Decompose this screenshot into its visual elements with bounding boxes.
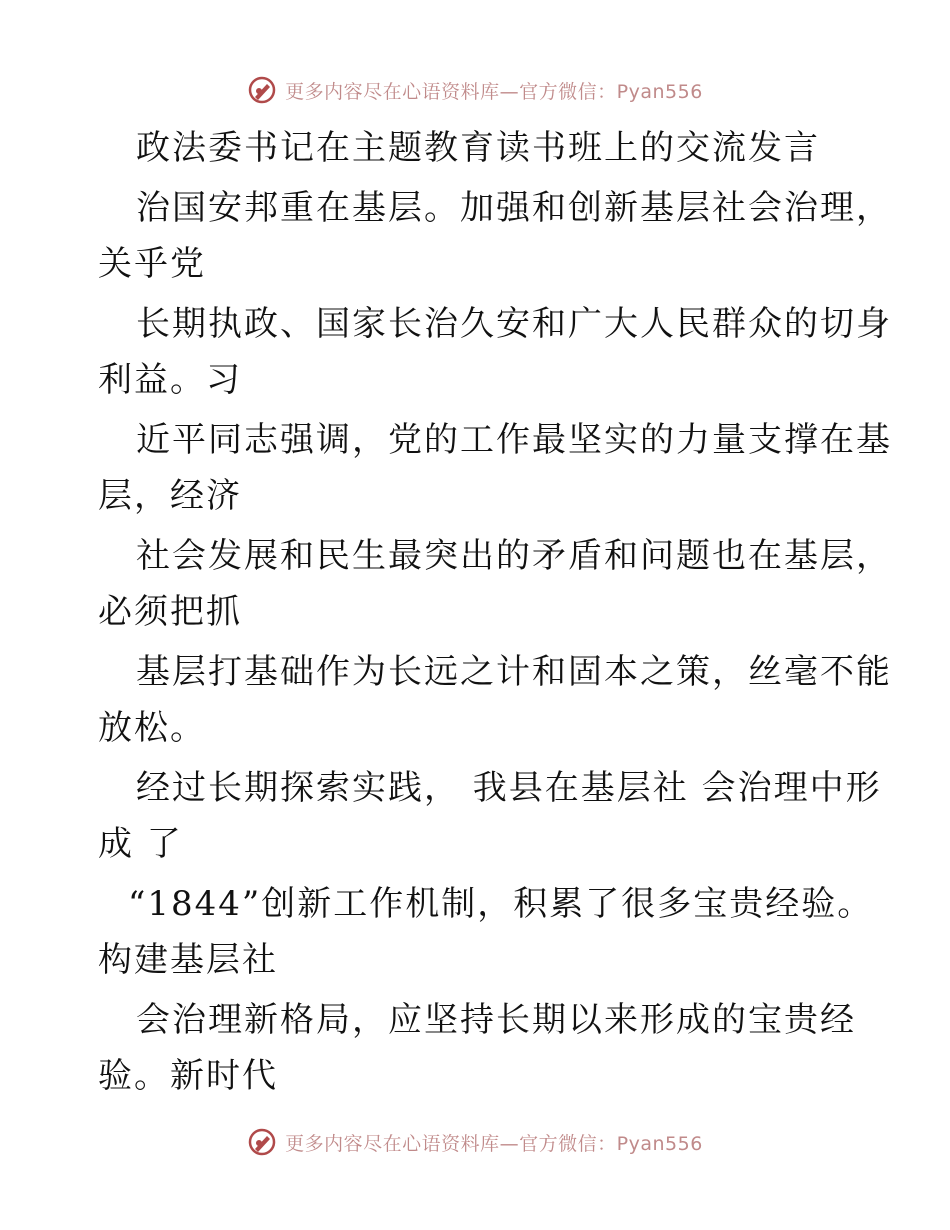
paragraph-line: 近平同志强调，党的工作最坚实的力量支撑在基 — [136, 420, 892, 460]
header-watermark — [0, 72, 950, 108]
paragraph-line: 治国安邦重在基层。加强和创新基层社会治理， — [136, 188, 892, 228]
pen-seal-icon — [247, 75, 277, 105]
paragraph-line: 经过长期探索实践， 我县在基层社 会治理中形 — [136, 768, 882, 808]
paragraph-line: 层，经济 — [98, 476, 242, 516]
pen-seal-icon — [247, 1127, 277, 1157]
paragraph-line: 会治理新格局，应坚持长期以来形成的宝贵经 — [136, 1000, 856, 1040]
paragraph-line: 验。新时代 — [98, 1056, 278, 1096]
document-title: 政法委书记在主题教育读书班上的交流发言 — [136, 128, 820, 168]
paragraph-line: 长期执政、国家长治久安和广大人民群众的切身 — [136, 304, 892, 344]
paragraph-line: 必须把抓 — [98, 592, 242, 632]
paragraph-line: 关乎党 — [98, 244, 206, 284]
paragraph-line: 基层打基础作为长远之计和固本之策，丝毫不能 — [136, 652, 892, 692]
watermark-text: 更多内容尽在心语资料库—官方微信：Pyan556 — [285, 80, 703, 103]
paragraph-line: 成 了 — [98, 824, 183, 864]
paragraph-line: 放松。 — [98, 708, 206, 748]
watermark-text: 更多内容尽在心语资料库—官方微信：Pyan556 — [285, 1132, 703, 1155]
paragraph-line: 社会发展和民生最突出的矛盾和问题也在基层， — [136, 536, 892, 576]
paragraph-line: 利益。习 — [98, 360, 242, 400]
paragraph-line: “1844”创新工作机制，积累了很多宝贵经验。 — [128, 884, 874, 924]
footer-watermark — [0, 1124, 950, 1160]
paragraph-line: 构建基层社 — [98, 940, 278, 980]
